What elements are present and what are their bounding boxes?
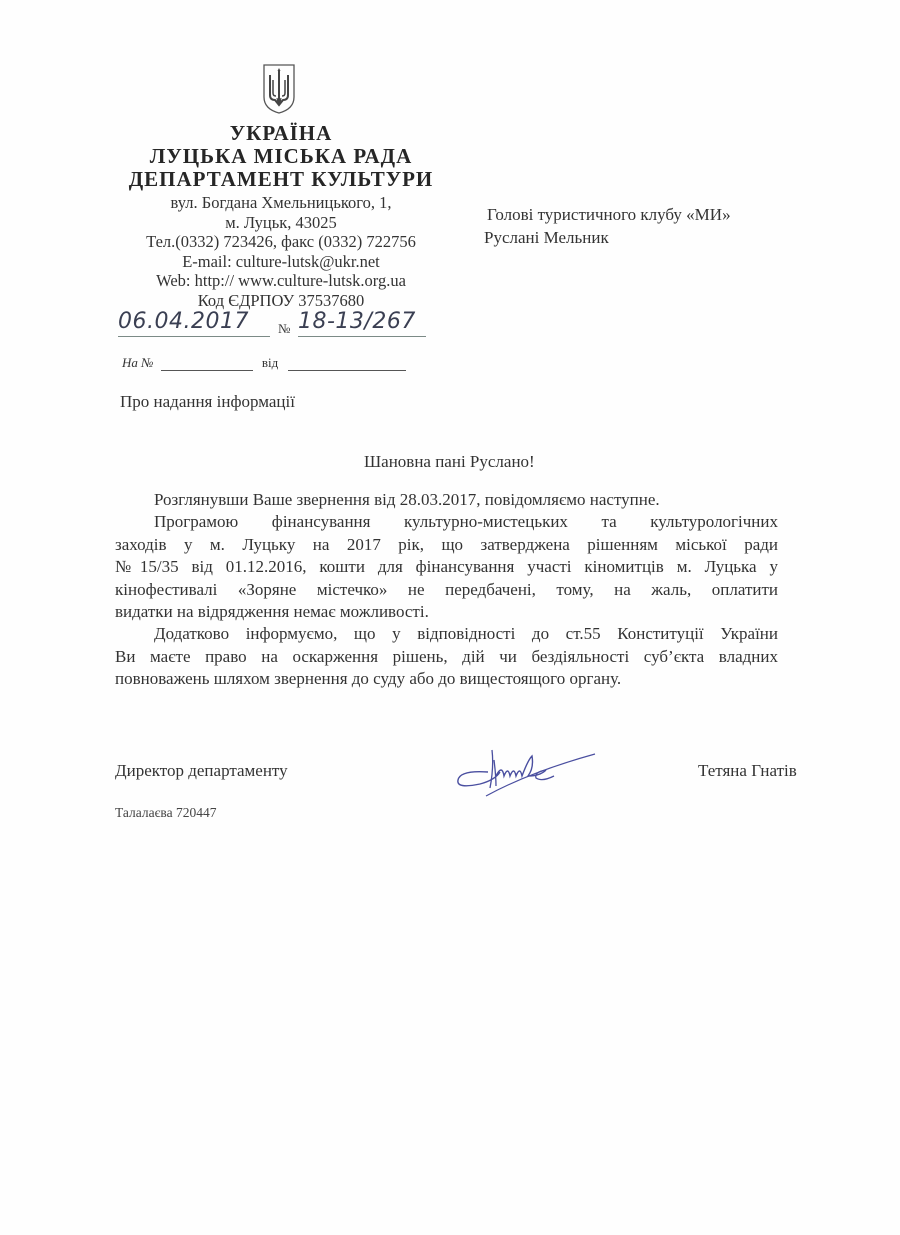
letter-subject: Про надання інформації [120,392,295,411]
addressee-line-2: Руслані Мельник [484,228,609,247]
paragraph-3-line: повноважень шляхом звернення до суду або до вищестоящого органу. [115,669,622,689]
number-sign: № [278,321,291,336]
registration-date: 06.04.2017 [118,309,249,334]
greeting: Шановна пані Руслано! [364,452,535,471]
council-name: ЛУЦЬКА МІСЬКА РАДА [149,144,413,168]
ref-number-label: На № [122,355,154,370]
department-name: ДЕПАРТАМЕНТ КУЛЬТУРИ [128,167,434,191]
edrpou-code: Код ЄДРПОУ 37537680 [197,290,365,310]
address-line-1: вул. Богдана Хмельницького, 1, [170,193,392,212]
letter-body [115,489,778,691]
paragraph-1: Розглянувши Ваше звернення від 28.03.2017, повідомляємо наступне. [154,490,660,509]
registration-line [118,309,428,339]
paragraph-3-line: Додатково інформуємо, що у відповідності до ст.55 Конституції України [154,624,778,644]
executor-contact: Талалаєва 720447 [115,805,217,820]
paragraph-2-line: заходів у м. Луцьку на 2017 рік, що затверджена рішенням міської ради [115,534,778,554]
ref-date-blank [288,358,406,371]
paragraph-2-line: видатки на відрядження немає можливості. [115,602,429,622]
letterhead [108,122,454,311]
signatory-name: Тетяна Гнатів [698,761,797,780]
ref-from-label: від [261,355,279,370]
addressee-line-1: Голові туристичного клубу «МИ» [487,205,731,224]
paragraph-2-line: кінофестивалі «Зоряне містечко» не передбачені, тому, на жаль, оплатити [115,579,778,599]
addressee [484,203,731,249]
email: E-mail: culture-lutsk@ukr.net [182,251,380,271]
country-name: УКРАЇНА [229,121,333,145]
signatory-position: Директор департаменту [115,761,288,780]
paragraph-3-line: Ви маєте право на оскарження рішень, дій чи бездіяльності суб’єкта владних [115,646,778,666]
handwritten-signature [450,742,600,802]
coat-of-arms-icon [262,63,296,115]
paragraph-2-line: №15/35 від 01.12.2016, кошти для фінансування участі кіномитців м. Луцька у [115,557,778,577]
ref-number-blank [161,358,253,371]
reference-line [122,355,406,371]
phone-fax: Тел.(0332) 723426, факс (0332) 722756 [146,232,416,252]
paragraph-2-line: Програмою фінансування культурно-мистецьких та культурологічних [154,512,778,532]
registration-number: 18-13/267 [298,309,416,334]
website: Web: http:// www.culture-lutsk.org.ua [156,271,406,291]
address-line-2: м. Луцьк, 43025 [225,212,337,232]
